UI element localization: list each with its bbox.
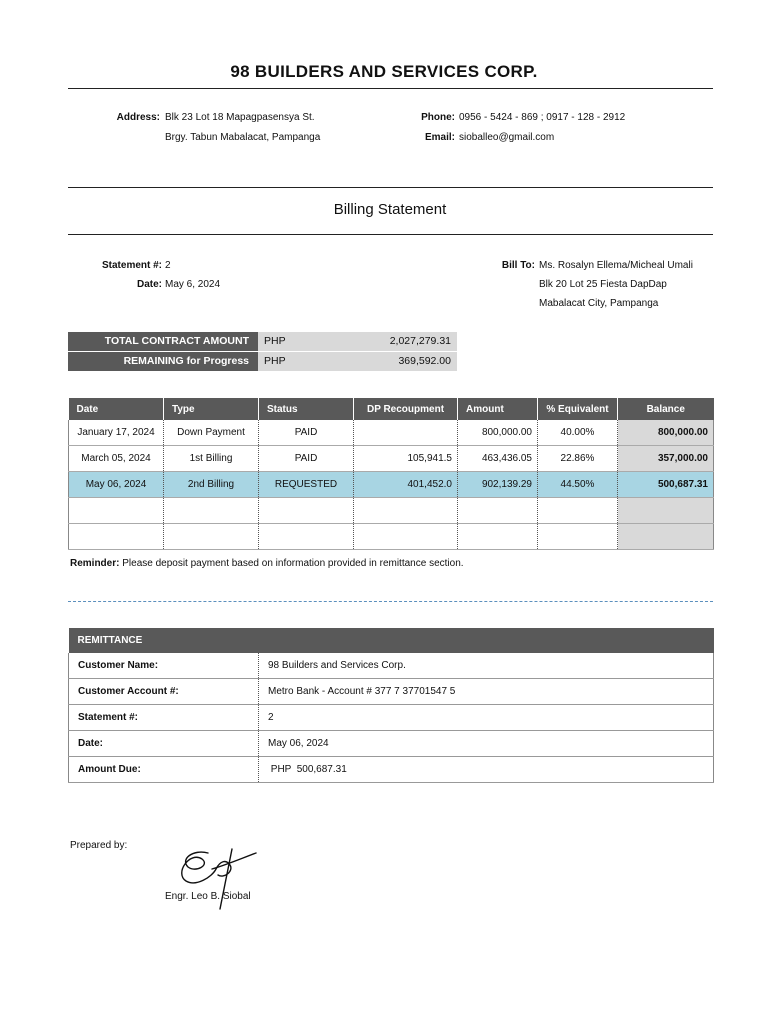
statement-date-label: Date: <box>136 279 162 290</box>
column-header: Type <box>164 398 259 420</box>
address-line1: Blk 23 Lot 18 Mapagpasensya St. <box>165 112 315 123</box>
cell-status <box>259 498 354 524</box>
dashed-separator <box>68 601 713 602</box>
signer-name: Engr. Leo B. Siobal <box>165 891 251 902</box>
column-header: Date <box>69 398 164 420</box>
cell-balance: 357,000.00 <box>618 446 714 472</box>
table-row-highlighted <box>69 472 714 498</box>
cell-status: REQUESTED <box>259 472 354 498</box>
cell-status <box>259 524 354 550</box>
bill-to-address2: Mabalacat City, Pampanga <box>539 298 659 309</box>
cell-pct <box>538 498 618 524</box>
table-row <box>69 446 714 472</box>
page-title: Billing Statement <box>333 201 447 218</box>
column-header: DP Recoupment <box>354 398 458 420</box>
currency: PHP <box>264 355 286 367</box>
table-row <box>69 757 714 783</box>
cell-type <box>164 524 259 550</box>
phone-label: Phone: <box>421 112 455 123</box>
prepared-by-label: Prepared by: <box>70 840 128 851</box>
remittance-value: PHP 500,687.31 <box>259 757 714 783</box>
cell-dp <box>354 420 458 446</box>
bill-to-address1: Blk 20 Lot 25 Fiesta DapDap <box>539 279 667 290</box>
total-contract-value <box>258 332 457 351</box>
cell-dp <box>354 524 458 550</box>
cell-pct <box>538 524 618 550</box>
signature-image <box>168 843 268 913</box>
column-header: Amount <box>458 398 538 420</box>
cell-dp: 401,452.0 <box>354 472 458 498</box>
remittance-value: 98 Builders and Services Corp. <box>259 653 714 679</box>
cell-dp: 105,941.5 <box>354 446 458 472</box>
bill-to-name: Ms. Rosalyn Ellema/Micheal Umali <box>539 260 693 271</box>
cell-balance: 500,687.31 <box>618 472 714 498</box>
table-row-empty <box>69 524 714 550</box>
table-row <box>69 679 714 705</box>
cell-status: PAID <box>259 446 354 472</box>
table-header-row <box>69 398 714 420</box>
cell-status: PAID <box>259 420 354 446</box>
cell-amount: 800,000.00 <box>458 420 538 446</box>
cell-balance: 800,000.00 <box>618 420 714 446</box>
remaining-label: REMAINING for Progress <box>68 352 258 371</box>
table-row <box>69 653 714 679</box>
remittance-label: Statement #: <box>69 705 259 731</box>
remittance-value: Metro Bank - Account # 377 7 37701547 5 <box>259 679 714 705</box>
remittance-value: 2 <box>259 705 714 731</box>
table-row-empty <box>69 498 714 524</box>
email-label: Email: <box>424 132 455 143</box>
remittance-label: Amount Due: <box>69 757 259 783</box>
remaining-amount: 369,592.00 <box>398 355 451 367</box>
statement-number: 2 <box>165 260 171 271</box>
statement-number-label: Statement #: <box>101 260 162 271</box>
divider <box>68 234 713 235</box>
cell-type <box>164 498 259 524</box>
cell-balance <box>618 524 714 550</box>
divider <box>68 187 713 188</box>
cell-type: Down Payment <box>164 420 259 446</box>
cell-date <box>69 524 164 550</box>
company-name: 98 BUILDERS AND SERVICES CORP. <box>230 62 538 81</box>
bill-to-label: Bill To: <box>501 260 535 271</box>
statement-date: May 6, 2024 <box>165 279 221 290</box>
remittance-label: Customer Name: <box>69 653 259 679</box>
address-line2: Brgy. Tabun Mabalacat, Pampanga <box>165 132 321 143</box>
cell-pct: 22.86% <box>538 446 618 472</box>
remittance-label: Date: <box>69 731 259 757</box>
total-contract-label: TOTAL CONTRACT AMOUNT <box>68 332 258 351</box>
currency: PHP <box>264 335 286 347</box>
cell-amount: 902,139.29 <box>458 472 538 498</box>
remaining-value <box>258 352 457 371</box>
cell-amount <box>458 498 538 524</box>
remittance-title: REMITTANCE <box>69 628 714 653</box>
column-header: Status <box>259 398 354 420</box>
phone-value: 0956 - 5424 - 869 ; 0917 - 128 - 2912 <box>459 112 626 123</box>
cell-dp <box>354 498 458 524</box>
cell-date: January 17, 2024 <box>69 420 164 446</box>
billing-table <box>68 398 714 550</box>
cell-balance <box>618 498 714 524</box>
cell-date: May 06, 2024 <box>69 472 164 498</box>
column-header: Balance <box>618 398 714 420</box>
cell-date: March 05, 2024 <box>69 446 164 472</box>
table-row <box>69 420 714 446</box>
email-value: sioballeo@gmail.com <box>459 132 555 143</box>
cell-pct: 40.00% <box>538 420 618 446</box>
column-header: % Equivalent <box>538 398 618 420</box>
table-row <box>69 705 714 731</box>
remittance-header-row <box>69 628 714 653</box>
divider <box>68 88 713 89</box>
reminder-label: Reminder: <box>70 558 120 569</box>
remittance-table <box>68 628 714 783</box>
address-label: Address: <box>116 112 160 123</box>
total-contract-amount: 2,027,279.31 <box>389 335 451 347</box>
remittance-label: Customer Account #: <box>69 679 259 705</box>
cell-date <box>69 498 164 524</box>
reminder <box>70 558 464 569</box>
table-row <box>69 731 714 757</box>
cell-pct: 44.50% <box>538 472 618 498</box>
cell-amount <box>458 524 538 550</box>
remittance-value: May 06, 2024 <box>259 731 714 757</box>
cell-type: 2nd Billing <box>164 472 259 498</box>
reminder-text: Please deposit payment based on information provided in remittance section. <box>122 558 464 569</box>
cell-type: 1st Billing <box>164 446 259 472</box>
cell-amount: 463,436.05 <box>458 446 538 472</box>
